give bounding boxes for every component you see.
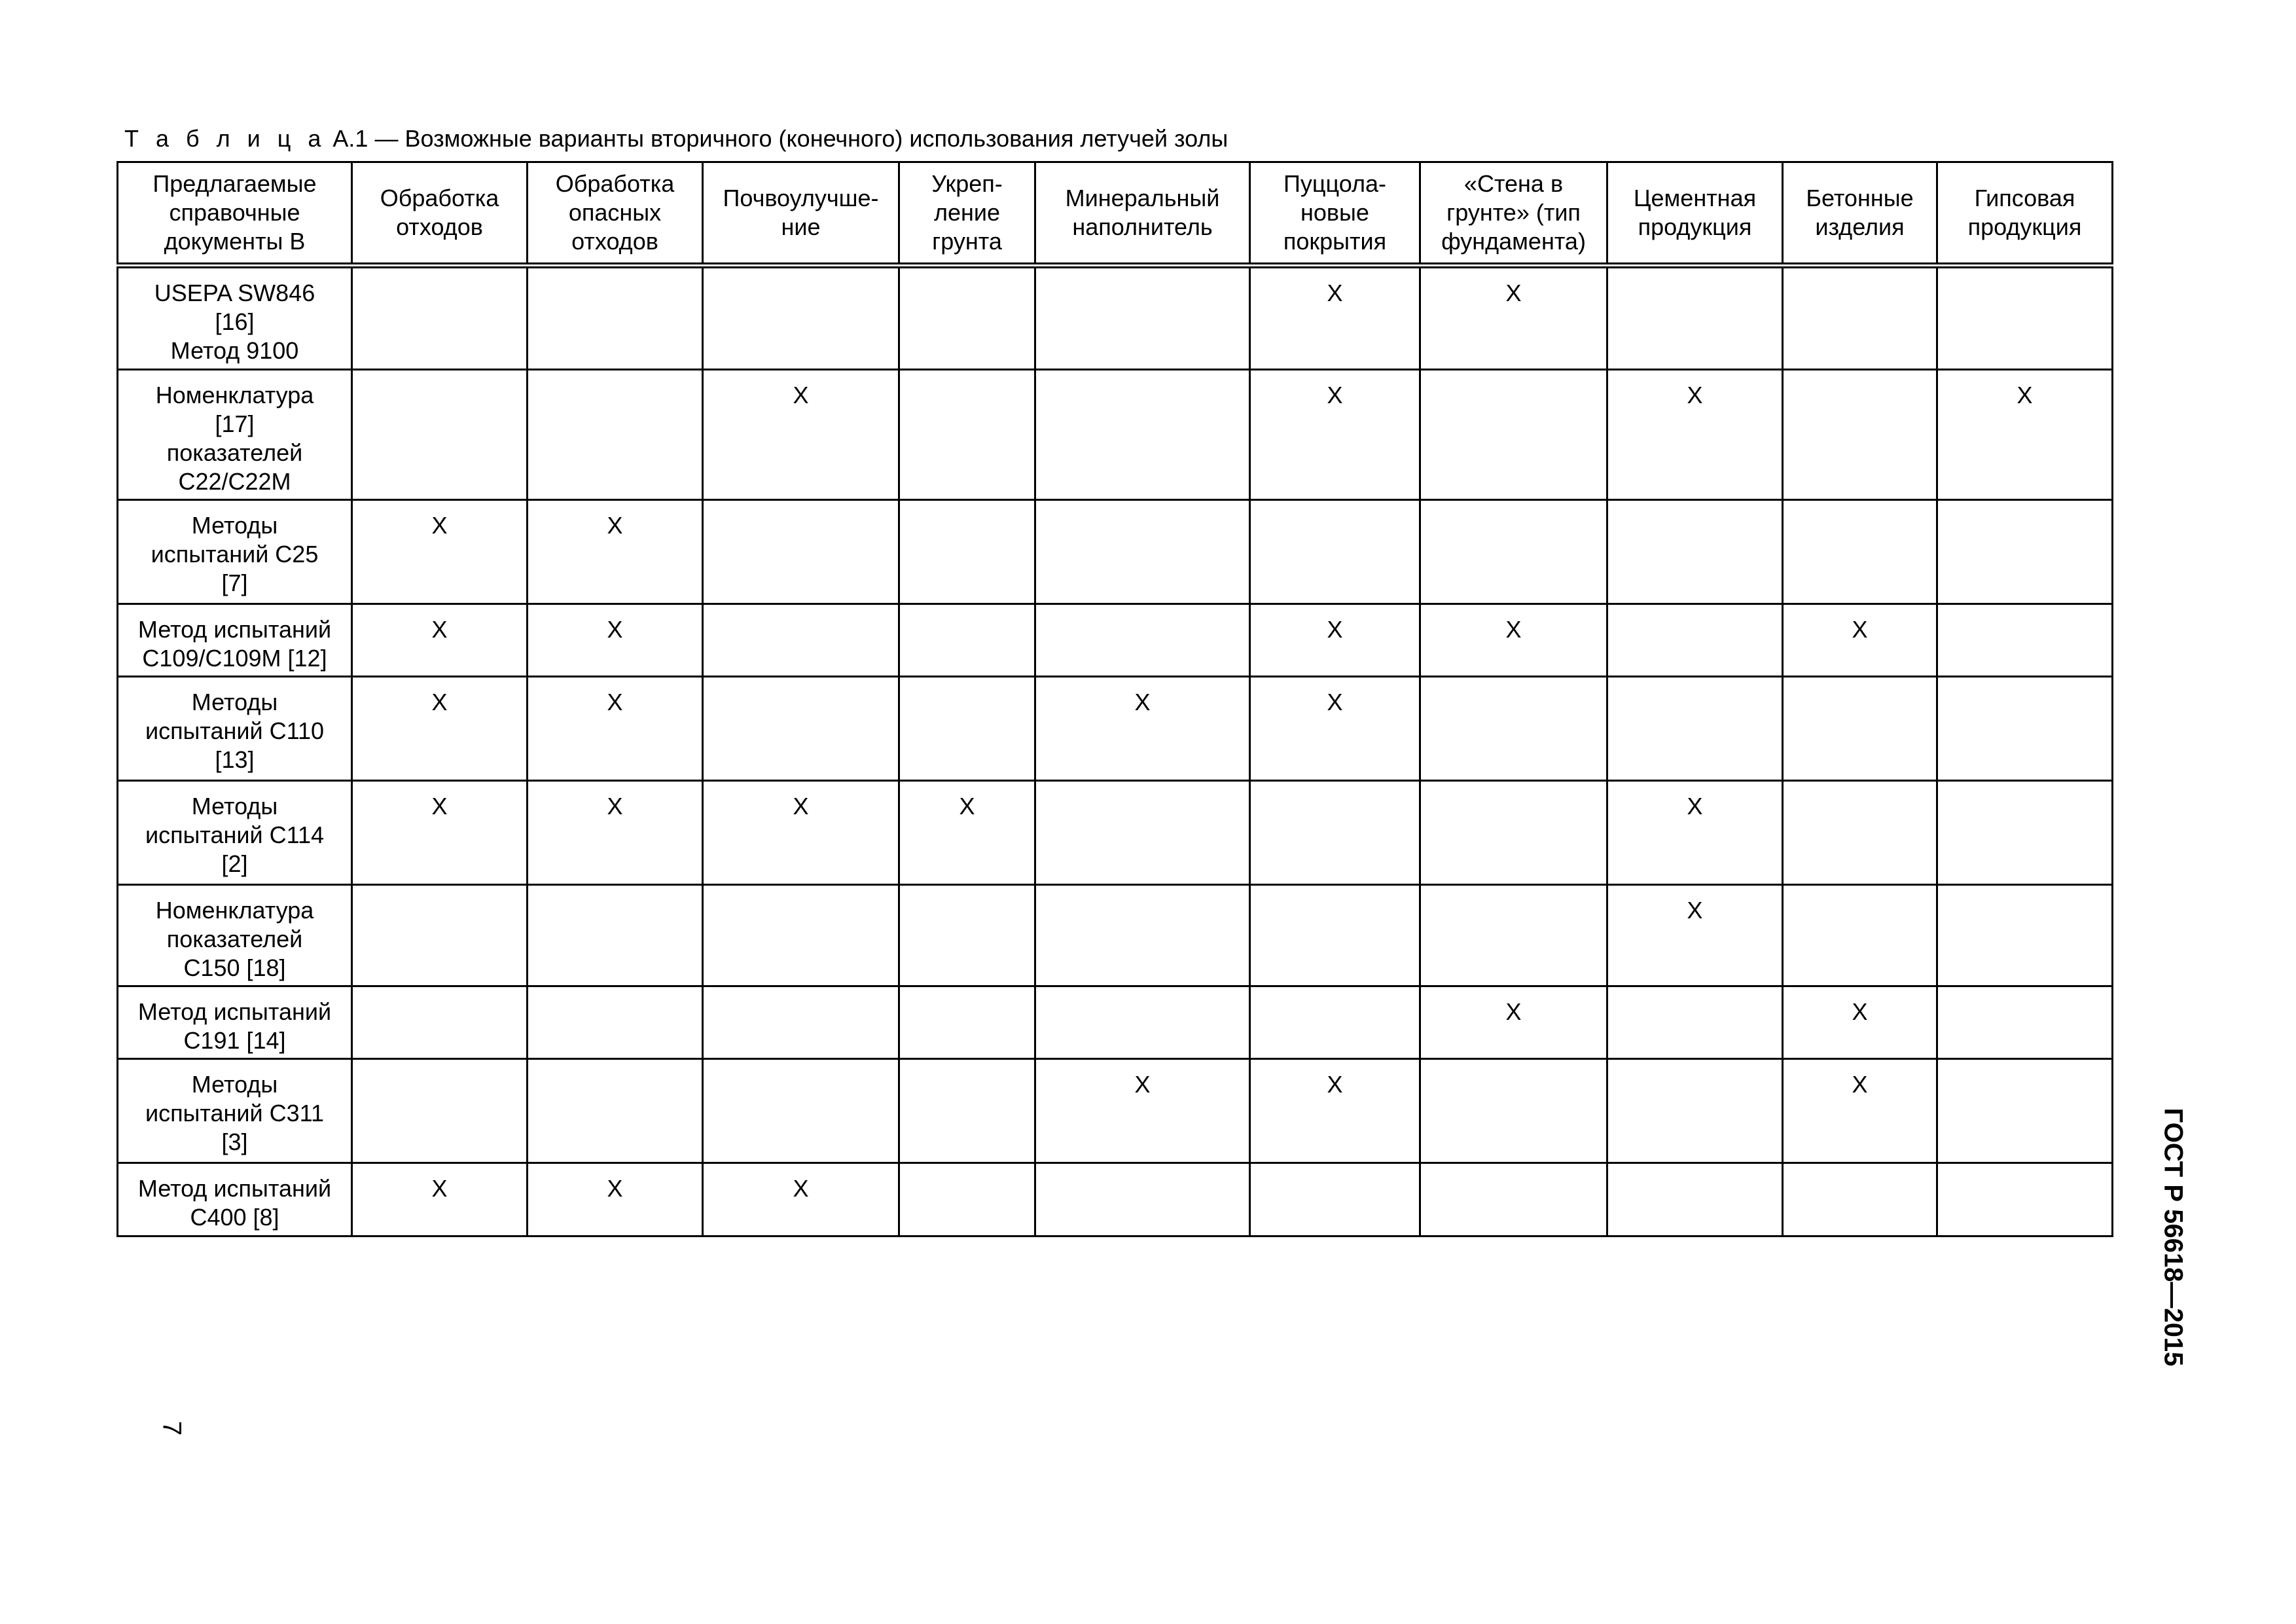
header-line: новые — [1300, 199, 1369, 226]
usage-mark-cell: X — [352, 500, 528, 604]
table-row — [118, 986, 2113, 1059]
usage-mark-cell — [899, 986, 1035, 1059]
header-line: продукция — [1967, 213, 2082, 240]
reference-doc-line: Метод испытаний — [137, 998, 332, 1025]
usage-mark-cell — [352, 370, 528, 500]
usage-mark-cell — [352, 266, 528, 370]
usage-mark-cell — [1937, 266, 2113, 370]
usage-mark-cell: X — [352, 604, 528, 677]
table-row — [118, 1163, 2113, 1236]
table-row — [118, 677, 2113, 781]
header-line: грунта — [932, 228, 1002, 255]
reference-doc-line: [16] — [215, 308, 255, 335]
reference-doc-line: [2] — [221, 850, 248, 877]
usage-mark-cell: X — [1607, 370, 1783, 500]
usage-mark-cell — [1607, 500, 1783, 604]
header-reference-docs — [118, 162, 352, 266]
header-line: отходов — [396, 213, 483, 240]
fly-ash-usage-table — [117, 161, 2113, 1237]
header-line: документы В — [164, 228, 306, 255]
usage-mark-cell — [1783, 370, 1937, 500]
usage-mark-cell: X — [1420, 266, 1607, 370]
usage-mark-cell — [1035, 604, 1250, 677]
reference-doc-line: испытаний C311 — [145, 1100, 325, 1127]
header-line: отходов — [571, 228, 658, 255]
reference-doc-cell — [118, 370, 352, 500]
header-usage-column — [1420, 162, 1607, 266]
header-line: Гипсовая — [1974, 185, 2075, 211]
header-usage-column — [899, 162, 1035, 266]
reference-doc-cell — [118, 266, 352, 370]
table-caption-prefix: Т а б л и ц а — [124, 125, 327, 152]
header-line: Минеральный — [1065, 185, 1220, 211]
usage-mark-cell — [1783, 781, 1937, 885]
usage-mark-cell — [1783, 266, 1937, 370]
standard-code: ГОСТ Р 56618—2015 — [2159, 1108, 2188, 1367]
header-line: справочные — [169, 199, 300, 226]
usage-mark-cell — [1783, 885, 1937, 986]
table-row — [118, 500, 2113, 604]
table-body — [118, 266, 2113, 1236]
usage-mark-cell — [1420, 370, 1607, 500]
reference-doc-line: Метод 9100 — [170, 337, 299, 364]
usage-mark-cell — [1250, 1163, 1420, 1236]
usage-mark-cell — [1035, 781, 1250, 885]
usage-mark-cell — [528, 885, 703, 986]
reference-doc-line: испытаний C25 — [151, 541, 319, 568]
reference-doc-line: Методы — [191, 793, 278, 820]
table-row — [118, 885, 2113, 986]
header-line: грунте» (тип — [1446, 199, 1581, 226]
usage-mark-cell — [899, 1163, 1035, 1236]
header-usage-column — [528, 162, 703, 266]
header-usage-column — [1250, 162, 1420, 266]
usage-mark-cell — [899, 370, 1035, 500]
usage-mark-cell: X — [1250, 370, 1420, 500]
table-caption — [124, 124, 1228, 153]
header-line: Обработка — [380, 185, 499, 211]
usage-mark-cell: X — [352, 677, 528, 781]
usage-mark-cell: X — [528, 500, 703, 604]
usage-mark-cell: X — [1783, 1059, 1937, 1163]
table-caption-text: А.1 — Возможные варианты вторичного (конечного) использования летучей золы — [326, 125, 1229, 152]
usage-mark-cell — [352, 1059, 528, 1163]
usage-mark-cell — [1783, 677, 1937, 781]
usage-mark-cell — [1035, 986, 1250, 1059]
usage-mark-cell: X — [1035, 1059, 1250, 1163]
table-row — [118, 781, 2113, 885]
table-row — [118, 266, 2113, 370]
usage-mark-cell: X — [703, 1163, 899, 1236]
table-header-row — [118, 162, 2113, 266]
usage-mark-cell: X — [1607, 781, 1783, 885]
usage-mark-cell — [1607, 986, 1783, 1059]
reference-doc-line: Метод испытаний — [137, 616, 332, 643]
header-usage-column — [1035, 162, 1250, 266]
header-line: ние — [781, 213, 821, 240]
reference-doc-line: C150 [18] — [183, 954, 286, 981]
usage-mark-cell — [1607, 604, 1783, 677]
reference-doc-line: C22/C22M — [178, 468, 291, 495]
reference-doc-cell — [118, 677, 352, 781]
usage-mark-cell — [528, 986, 703, 1059]
reference-doc-cell — [118, 885, 352, 986]
usage-mark-cell: X — [1420, 986, 1607, 1059]
table-row — [118, 1059, 2113, 1163]
usage-mark-cell: X — [1250, 1059, 1420, 1163]
usage-mark-cell: X — [1250, 266, 1420, 370]
header-usage-column — [703, 162, 899, 266]
usage-mark-cell: X — [1607, 885, 1783, 986]
usage-mark-cell: X — [703, 370, 899, 500]
header-line: продукция — [1638, 213, 1752, 240]
usage-mark-cell: X — [1250, 677, 1420, 781]
header-line: Предлагаемые — [152, 170, 317, 197]
usage-mark-cell — [899, 885, 1035, 986]
usage-mark-cell: X — [352, 1163, 528, 1236]
header-usage-column — [1607, 162, 1783, 266]
usage-mark-cell — [703, 677, 899, 781]
reference-doc-line: показателей — [166, 439, 303, 466]
reference-doc-line: C400 [8] — [190, 1204, 279, 1231]
usage-mark-cell — [703, 500, 899, 604]
usage-mark-cell — [703, 604, 899, 677]
usage-mark-cell — [1937, 500, 2113, 604]
reference-doc-cell — [118, 1059, 352, 1163]
usage-mark-cell — [899, 677, 1035, 781]
usage-mark-cell — [528, 266, 703, 370]
usage-mark-cell: X — [352, 781, 528, 885]
reference-doc-line: испытаний C114 — [145, 821, 325, 848]
usage-mark-cell: X — [1783, 986, 1937, 1059]
table-row — [118, 604, 2113, 677]
reference-doc-line: испытаний C110 — [145, 717, 325, 744]
reference-doc-line: USEPA SW846 — [154, 280, 315, 306]
reference-doc-cell — [118, 986, 352, 1059]
header-line: Бетонные — [1806, 185, 1914, 211]
usage-mark-cell: X — [1035, 677, 1250, 781]
header-line: наполнитель — [1072, 213, 1213, 240]
usage-mark-cell: X — [528, 677, 703, 781]
usage-mark-cell — [1250, 500, 1420, 604]
usage-mark-cell — [1607, 1059, 1783, 1163]
usage-mark-cell — [1420, 781, 1607, 885]
usage-mark-cell — [703, 266, 899, 370]
usage-mark-cell — [1420, 677, 1607, 781]
usage-mark-cell — [703, 986, 899, 1059]
header-line: Обработка — [555, 170, 675, 197]
reference-doc-line: показателей — [166, 926, 303, 952]
header-line: Почвоулучше- — [723, 185, 879, 211]
usage-mark-cell — [1035, 885, 1250, 986]
reference-doc-line: Номенклатура — [155, 382, 314, 408]
usage-mark-cell — [703, 885, 899, 986]
usage-mark-cell — [528, 1059, 703, 1163]
usage-mark-cell — [1937, 1163, 2113, 1236]
header-usage-column — [1783, 162, 1937, 266]
usage-mark-cell — [899, 500, 1035, 604]
usage-mark-cell — [1035, 266, 1250, 370]
reference-doc-line: C191 [14] — [183, 1027, 286, 1054]
header-line: изделия — [1815, 213, 1905, 240]
reference-doc-cell — [118, 1163, 352, 1236]
usage-mark-cell — [1420, 885, 1607, 986]
usage-mark-cell — [1937, 1059, 2113, 1163]
usage-mark-cell — [1035, 1163, 1250, 1236]
usage-mark-cell — [1937, 781, 2113, 885]
usage-mark-cell: X — [1937, 370, 2113, 500]
header-line: Цементная — [1633, 185, 1757, 211]
reference-doc-line: Номенклатура — [155, 897, 314, 924]
usage-mark-cell — [1035, 500, 1250, 604]
header-line: покрытия — [1283, 228, 1387, 255]
usage-mark-cell — [1607, 266, 1783, 370]
reference-doc-line: [7] — [221, 569, 248, 596]
usage-mark-cell — [1420, 500, 1607, 604]
reference-doc-line: Методы — [191, 1071, 278, 1098]
reference-doc-line: Методы — [191, 512, 278, 539]
usage-mark-cell: X — [528, 604, 703, 677]
usage-mark-cell — [899, 1059, 1035, 1163]
usage-mark-cell: X — [1783, 604, 1937, 677]
usage-mark-cell — [899, 266, 1035, 370]
usage-mark-cell — [352, 986, 528, 1059]
usage-mark-cell — [1783, 1163, 1937, 1236]
page-number: 7 — [157, 1420, 187, 1436]
usage-mark-cell: X — [1250, 604, 1420, 677]
reference-doc-line: Метод испытаний — [137, 1175, 332, 1202]
usage-mark-cell — [1607, 1163, 1783, 1236]
reference-doc-line: Методы — [191, 689, 278, 715]
usage-mark-cell — [899, 604, 1035, 677]
usage-mark-cell — [1420, 1163, 1607, 1236]
usage-mark-cell — [1250, 781, 1420, 885]
usage-mark-cell — [1607, 677, 1783, 781]
reference-doc-line: [17] — [215, 410, 255, 437]
usage-mark-cell: X — [528, 781, 703, 885]
usage-mark-cell — [352, 885, 528, 986]
reference-doc-cell — [118, 781, 352, 885]
usage-mark-cell — [703, 1059, 899, 1163]
usage-mark-cell — [1937, 885, 2113, 986]
usage-mark-cell: X — [703, 781, 899, 885]
usage-mark-cell — [1937, 986, 2113, 1059]
usage-mark-cell — [1250, 986, 1420, 1059]
header-line: Укреп- — [931, 170, 1003, 197]
table-row — [118, 370, 2113, 500]
usage-mark-cell: X — [1420, 604, 1607, 677]
usage-mark-cell — [1250, 885, 1420, 986]
usage-mark-cell — [1035, 370, 1250, 500]
header-line: ление — [933, 199, 1001, 226]
usage-mark-cell — [1937, 604, 2113, 677]
header-line: опасных — [568, 199, 662, 226]
usage-mark-cell: X — [528, 1163, 703, 1236]
reference-doc-cell — [118, 604, 352, 677]
reference-doc-line: [3] — [221, 1128, 248, 1155]
reference-doc-line: C109/C109M [12] — [142, 645, 327, 672]
usage-mark-cell — [1420, 1059, 1607, 1163]
usage-mark-cell — [1783, 500, 1937, 604]
header-usage-column — [1937, 162, 2113, 266]
header-line: «Стена в — [1463, 170, 1564, 197]
header-usage-column — [352, 162, 528, 266]
reference-doc-cell — [118, 500, 352, 604]
usage-mark-cell — [528, 370, 703, 500]
usage-mark-cell: X — [899, 781, 1035, 885]
reference-doc-line: [13] — [215, 746, 255, 773]
usage-mark-cell — [1937, 677, 2113, 781]
header-line: Пуццола- — [1283, 170, 1386, 197]
header-line: фундамента) — [1441, 228, 1586, 255]
